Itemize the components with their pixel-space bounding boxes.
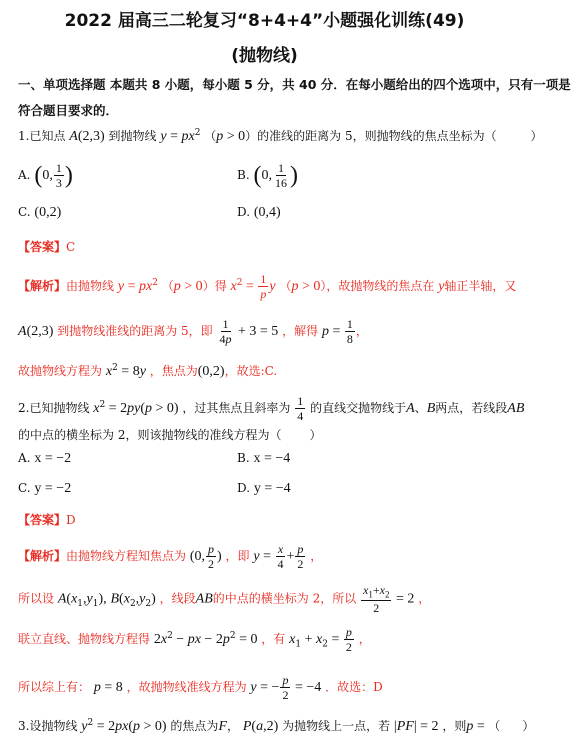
q1-answer: 【答案】C — [18, 240, 76, 254]
q1-stem: 1.已知点 A(2,3) 到抛物线 $y = px^2$ （p > 0）的准线的距离为 5，则抛物线的焦点坐标为（ ） — [18, 128, 543, 144]
q1-analysis-line1: 【解析】由抛物线 $y = px^2$ （p > 0）得 $x^2$ = $\frac{1}{p}$ y （p > 0），故抛物线的焦点在 y轴正半轴，又 — [18, 272, 517, 301]
q1-option-a: A. (0, $\frac{1}{3}$ ) — [18, 161, 73, 190]
q3-stem: 3.设抛物线 $y^2 = 2px(p > 0)$ 的焦点为F， P(a,2) 为抛物线上一点，若 |PF| = 2 ，则p = （ ） — [18, 718, 535, 734]
document-title: 2022 届高三二轮复习“8+4+4”小题强化训练(49) — [64, 11, 465, 31]
q2-analysis-line4: 所以综上有： p = 8 ，故抛物线准线方程为 y = − $\frac{p}{2}$ = −4 ．故选：D — [18, 673, 383, 702]
q1-option-b: B. (0, $\frac{1}{16}$ ) — [237, 161, 298, 190]
q1-analysis-line3: 故抛物线方程为 $x^2 = 8y$ ，焦点为(0,2)，故选:C. — [18, 363, 278, 379]
section-header-line1: 一、单项选择题 本题共 8 小题，每小题 5 分，共 40 分．在每小题给出的四个选项中，只有一项是 — [18, 77, 571, 92]
q2-answer: 【答案】D — [18, 513, 76, 527]
q2-analysis-line2: 所以设 $A(x_1,y_1)$, $B(x_2,y_2)$ ，线段AB的中点的横坐标为 2，所以 $\frac{x_1+x_2}{2}$ = 2 ， — [18, 583, 431, 616]
q2-stem-line1: 2.已知抛物线 $x^2 = 2py(p > 0)$ ，过其焦点且斜率为 $\frac{1}{4}$ 的直线交抛物线于A、B两点，若线段AB — [18, 394, 525, 423]
q1-option-c: C. (0,2) — [18, 205, 62, 220]
q2-stem-line2: 的中点的横坐标为 2，则该抛物线的准线方程为（ ） — [18, 428, 322, 442]
q2-option-d: D. y = −4 — [237, 481, 291, 496]
q2-analysis-line1: 【解析】由抛物线方程知焦点为 (0, $\frac{p}{2}$ ) ，即 y = $\frac{x}{4}$ + $\frac{p}{2}$ ， — [18, 542, 323, 571]
document-subtitle: (抛物线) — [231, 46, 298, 66]
q2-analysis-line3: 联立直线、抛物线方程得 $2x^2$ − px − $2p^2 = 0$ ，有 $x_1 + x_2$ = $\frac{p}{2}$ ， — [18, 625, 371, 654]
q1-option-d: D. (0,4) — [237, 205, 281, 220]
section-header-line2: 符合题目要求的． — [18, 103, 119, 118]
q2-option-a: A. x = −2 — [18, 451, 72, 466]
q2-option-b: B. x = −4 — [237, 451, 291, 466]
q1-analysis-line2: A(2,3) 到抛物线准线的距离为 5，即 $\frac{1}{4p}$ + 3 = 5 ，解得 p = $\frac{1}{8}$ ， — [18, 317, 368, 346]
q2-option-c: C. y = −2 — [18, 481, 72, 496]
